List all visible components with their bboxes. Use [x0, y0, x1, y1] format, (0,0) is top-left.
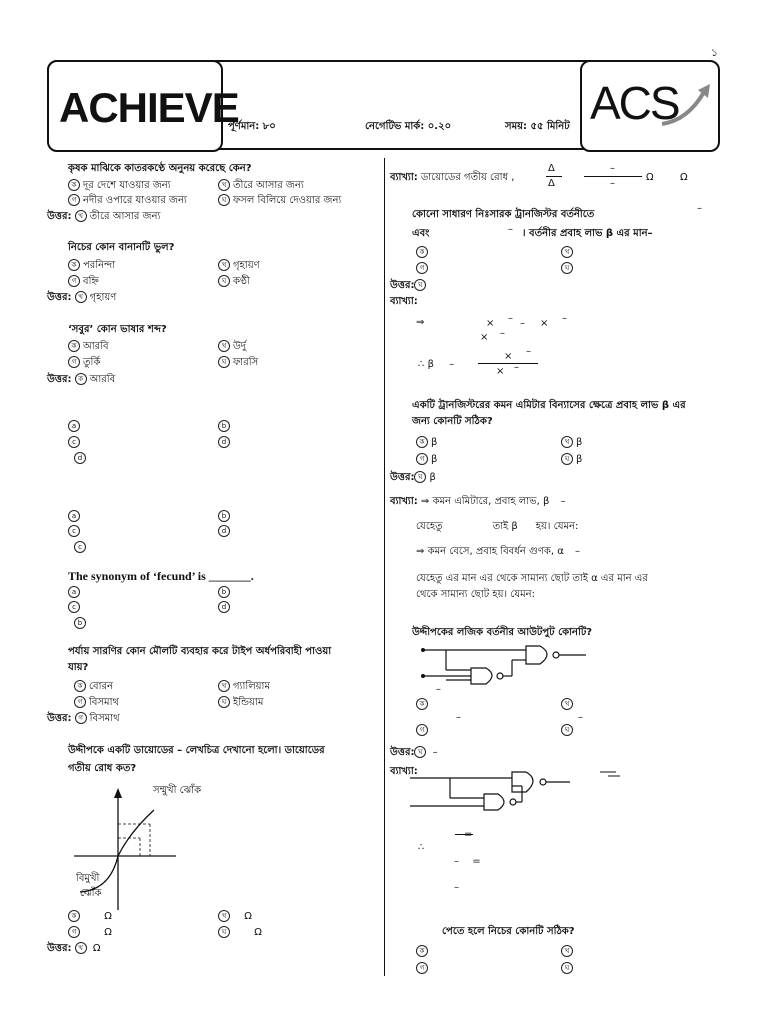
- q12-option-a[interactable]: ক: [416, 945, 431, 958]
- q9-arrow: ⇒: [416, 317, 425, 328]
- q8-option-b[interactable]: খ Ω: [218, 910, 252, 923]
- q6-option-b[interactable]: b: [218, 586, 233, 599]
- q7-option-b[interactable]: খ গ্যালিয়াম: [218, 680, 270, 693]
- q10-option-a[interactable]: ক β: [416, 436, 437, 449]
- q2-option-d[interactable]: ঘ কণ্ঠী: [218, 275, 250, 288]
- negative-marks: নেগেটিভ মার্ক: ০.২০: [365, 121, 452, 132]
- q8-option-a[interactable]: ক Ω: [68, 910, 112, 923]
- q7-option-d[interactable]: ঘ ইন্ডিয়াম: [218, 696, 263, 709]
- q2-answer: উত্তর: খ গৃহায়ণ: [47, 292, 117, 303]
- q6-option-a[interactable]: a: [68, 586, 83, 599]
- q11-option-c[interactable]: গ: [416, 724, 431, 737]
- q6-option-c[interactable]: c: [68, 601, 83, 614]
- achieve-logo: [47, 60, 239, 152]
- q2-option-c[interactable]: গ বহ্নি: [68, 275, 99, 288]
- q9-option-a[interactable]: ক: [416, 246, 431, 259]
- q5-answer: c: [74, 541, 89, 554]
- q11-logic-circuit: [416, 640, 596, 694]
- q9-question-line2-b: । বর্তনীর প্রবাহ লাভ β এর মান–: [522, 228, 653, 239]
- q10-explanation-line5: থেকে সামান্য ছোট হয়। যেমন:: [416, 589, 535, 600]
- q12-option-d[interactable]: ঘ: [561, 962, 576, 975]
- acs-logo: [580, 60, 720, 152]
- q9-option-d[interactable]: ঘ: [561, 262, 576, 275]
- e1-fraction-bar: [546, 176, 562, 177]
- page-number: ১: [710, 46, 718, 59]
- graph-reverse-label-2: ঝোঁক: [80, 888, 102, 899]
- q1-option-d[interactable]: ঘ ফসল বিলিয়ে দেওয়ার জন্য: [218, 194, 341, 207]
- q3-option-a[interactable]: ক আরবি: [68, 340, 109, 353]
- q2-question: নিচের কোন বানানটি ভুল?: [68, 242, 175, 253]
- e1-dash-den: –: [610, 178, 615, 189]
- q9-therefore: ∴ β –: [418, 359, 455, 370]
- q9-dash-2: –: [520, 318, 525, 329]
- q10-option-d[interactable]: ঘ β: [561, 453, 582, 466]
- q3-option-b[interactable]: খ উর্দু: [218, 340, 246, 353]
- q1-option-c[interactable]: গ নদীর ওপারে যাওয়ার জন্য: [68, 194, 187, 207]
- q11-dash-2: –: [578, 712, 583, 723]
- q10-explanation-line1: ব্যাখ্যা: ⇒ কমন এমিটারে, প্রবাহ লাভ, β –: [390, 496, 566, 507]
- q9-times-5: ×: [496, 366, 505, 377]
- q3-option-d[interactable]: ঘ ফারসি: [218, 356, 258, 369]
- exam-time: সময়: ৫৫ মিনিট: [505, 121, 570, 132]
- q11-question: উদ্দীপকের লজিক বর্তনীর আউটপুট কোনটি?: [412, 627, 593, 638]
- q9-answer: উত্তর: ঘ: [390, 279, 429, 292]
- q7-option-c[interactable]: গ বিসমাথ: [74, 696, 119, 709]
- achieve-logo-text: ACHIEVE: [59, 84, 239, 131]
- q11-answer: উত্তর: ঘ –: [390, 747, 438, 758]
- e1-delta-num: Δ: [548, 163, 555, 174]
- q11-dash-3: –: [456, 712, 461, 723]
- q9-dash-6: –: [514, 362, 519, 373]
- e1-delta-den: Δ: [548, 178, 555, 189]
- q2-option-b[interactable]: খ গৃহায়ণ: [218, 259, 260, 272]
- q9-dash-top: –: [697, 203, 702, 214]
- q6-option-d[interactable]: d: [218, 601, 233, 614]
- q10-option-b[interactable]: খ β: [561, 436, 582, 449]
- e1-fraction-bar-2: [584, 176, 642, 177]
- q7-question-line2: যায়?: [68, 662, 89, 673]
- q1-answer: উত্তর: খ তীরে আসার জন্য: [47, 211, 161, 222]
- q6-question: The synonym of ‘fecund’ is _______.: [68, 569, 254, 583]
- q10-explanation-line3: ⇒ কমন বেসে, প্রবাহ বিবর্ধন গুণক, α –: [416, 546, 581, 557]
- q11-equals: =: [464, 829, 473, 840]
- q3-option-c[interactable]: গ তুর্কি: [68, 356, 100, 369]
- q8-question-line2: গতীয় রোধ কত?: [68, 763, 137, 774]
- graph-forward-label: সম্মুখী ঝোঁক: [153, 785, 202, 796]
- q9-explanation-label: ব্যাখ্যা:: [390, 296, 418, 307]
- q10-explanation-line2: যেহেতু তাই β হয়। যেমন:: [416, 521, 579, 532]
- q9-option-b[interactable]: খ: [561, 246, 576, 259]
- q4-option-c[interactable]: c: [68, 436, 83, 449]
- graph-reverse-label-1: বিমুখী: [76, 873, 100, 884]
- q5-option-a[interactable]: a: [68, 510, 83, 523]
- q11-dash-5: –: [454, 882, 459, 893]
- q9-dash-5: –: [526, 346, 531, 357]
- q11-therefore: ∴: [418, 842, 425, 853]
- e1-ohm-1: Ω: [646, 172, 654, 183]
- q3-question: ‘সবুর’ কোন ভাষার শব্দ?: [68, 324, 167, 335]
- q4-option-a[interactable]: a: [68, 420, 83, 433]
- q9-dash-1: –: [508, 313, 513, 324]
- q9-fraction-bar: [478, 363, 538, 364]
- q10-question-line2: জন্য কোনটি সঠিক?: [412, 416, 493, 427]
- q1-option-a[interactable]: ক দূর দেশে যাওয়ার জন্য: [68, 179, 171, 192]
- q9-question-line2: এবং: [412, 228, 430, 239]
- q10-answer: উত্তর: ঘ β: [390, 472, 436, 483]
- q9-times-3: ×: [480, 332, 489, 343]
- q2-option-a[interactable]: ক পরনিন্দা: [68, 259, 115, 272]
- e1-dash-num: –: [610, 163, 615, 174]
- q6-answer: b: [74, 617, 89, 630]
- q8-option-d[interactable]: ঘ Ω: [218, 926, 262, 939]
- q12-option-c[interactable]: গ: [416, 962, 431, 975]
- q9-dash-3: –: [562, 313, 567, 324]
- q12-option-b[interactable]: খ: [561, 945, 576, 958]
- acs-logo-text: ACS: [590, 77, 679, 129]
- q11-dash-1: –: [436, 684, 441, 695]
- q5-option-d[interactable]: d: [218, 525, 233, 538]
- q9-dash-4: –: [500, 328, 505, 339]
- acs-arrow-icon: [658, 80, 714, 130]
- column-divider: [384, 158, 385, 976]
- q11-explanation-label: ব্যাখ্যা:: [390, 766, 418, 777]
- full-marks: পূর্ণমান: ৮০: [228, 121, 276, 132]
- q11-dash-4: – =: [454, 856, 481, 867]
- q8-question-line1: উদ্দীপকে একটি ডায়োডের – লেখচিত্র দেখানো হলো। ডায়োডের: [68, 745, 325, 756]
- q11-option-b[interactable]: খ: [561, 698, 576, 711]
- q1-option-b[interactable]: খ তীরে আসার জন্য: [218, 179, 304, 192]
- q7-answer: উত্তর: গ বিসমাথ: [47, 713, 120, 724]
- q11-option-d[interactable]: ঘ: [561, 724, 576, 737]
- q12-question: পেতে হলে নিচের কোনটি সঠিক?: [442, 926, 575, 937]
- q4-option-d[interactable]: d: [218, 436, 233, 449]
- q10-option-c[interactable]: গ β: [416, 453, 437, 466]
- q9-dash-mid: –: [508, 224, 513, 235]
- q9-question-line1: কোনো সাধারণ নিঃসারক ট্রানজিস্টর বর্তনীতে: [412, 209, 595, 220]
- e1-ohm-2: Ω: [680, 172, 688, 183]
- q10-explanation-line4: যেহেতু এর মান এর থেকে সামান্য ছোট তাই α এর মান এর: [416, 573, 648, 584]
- q9-times-2: ×: [540, 318, 549, 329]
- q5-option-c[interactable]: c: [68, 525, 83, 538]
- q8-answer: উত্তর: খ Ω: [47, 943, 101, 954]
- q9-times-1: ×: [486, 318, 495, 329]
- q9-option-c[interactable]: গ: [416, 262, 431, 275]
- q4-answer: d: [74, 452, 89, 465]
- q5-option-b[interactable]: b: [218, 510, 233, 523]
- e1-explanation: ব্যাখ্যা: ডায়োডের গতীয় রোধ ,: [390, 172, 515, 183]
- q3-answer: উত্তর: ক আরবি: [47, 374, 116, 385]
- q7-question-line1: পর্যায় সারণির কোন মৌলটি ব্যবহার করে টাইপ অর্ধপরিবাহী পাওয়া: [68, 646, 332, 657]
- q8-option-c[interactable]: গ Ω: [68, 926, 112, 939]
- q9-times-4: ×: [504, 351, 513, 362]
- q4-option-b[interactable]: b: [218, 420, 233, 433]
- q1-question: কৃষক মাঝিকে কাতরকণ্ঠে অনুনয় করেছে কেন?: [68, 163, 252, 174]
- q11-option-a[interactable]: ক: [416, 698, 431, 711]
- q11-explanation-circuit: [410, 766, 630, 814]
- q7-option-a[interactable]: ক বোরন: [74, 680, 113, 693]
- q10-question-line1: একটি ট্রানজিস্টরের কমন এমিটার বিন্যাসের ক্ষেত্রে প্রবাহ লাভ β এর: [412, 400, 686, 411]
